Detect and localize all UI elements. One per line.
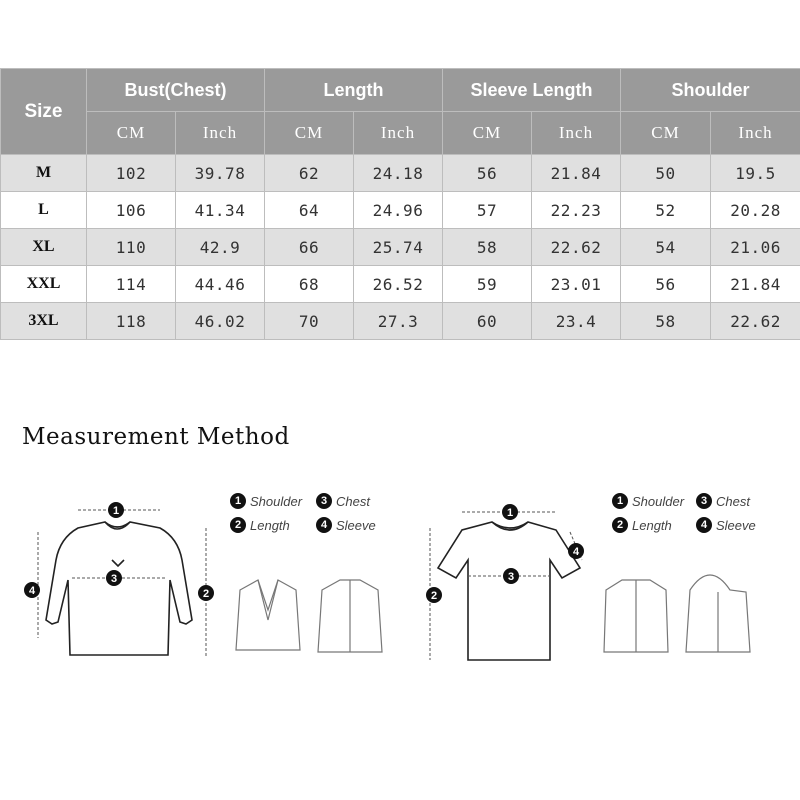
value-cell: 44.46 xyxy=(176,266,265,303)
unit-header: Inch xyxy=(711,112,800,155)
table-row xyxy=(1,155,800,192)
value-cell: 68 xyxy=(265,266,354,303)
size-cell: L xyxy=(1,192,87,229)
unit-header: Inch xyxy=(176,112,265,155)
table-row xyxy=(1,303,800,340)
measurement-method-title: Measurement Method xyxy=(22,424,290,450)
value-cell: 50 xyxy=(621,155,711,192)
value-cell: 21.84 xyxy=(532,155,621,192)
blazer-icon xyxy=(236,580,300,650)
value-cell: 106 xyxy=(87,192,176,229)
value-cell: 20.28 xyxy=(711,192,800,229)
value-cell: 21.06 xyxy=(711,229,800,266)
value-cell: 62 xyxy=(265,155,354,192)
marker-1: 1 xyxy=(112,505,120,517)
size-cell: XL xyxy=(1,229,87,266)
measure-lines xyxy=(38,510,206,658)
table-row xyxy=(1,266,800,303)
value-cell: 22.62 xyxy=(711,303,800,340)
marker-badges xyxy=(426,504,584,603)
marker-2: 2 xyxy=(202,588,210,600)
marker-3: 3 xyxy=(110,573,118,585)
value-cell: 64 xyxy=(265,192,354,229)
unit-header: CM xyxy=(443,112,532,155)
size-cell: 3XL xyxy=(1,303,87,340)
value-cell: 39.78 xyxy=(176,155,265,192)
value-cell: 27.3 xyxy=(354,303,443,340)
value-cell: 102 xyxy=(87,155,176,192)
legend-right: 1 Shoulder 3 Chest 2 Length 4 Sleeve xyxy=(612,493,782,538)
length-header: Length xyxy=(265,69,443,112)
value-cell: 24.96 xyxy=(354,192,443,229)
marker-1: 1 xyxy=(506,507,514,519)
value-cell: 23.01 xyxy=(532,266,621,303)
marker-2: 2 xyxy=(430,590,438,602)
shoulder-header: Shoulder xyxy=(621,69,800,112)
marker-4: 4 xyxy=(28,585,36,597)
value-cell: 70 xyxy=(265,303,354,340)
value-cell: 56 xyxy=(621,266,711,303)
tshirt-icon xyxy=(438,522,580,660)
unit-header: CM xyxy=(265,112,354,155)
value-cell: 25.74 xyxy=(354,229,443,266)
value-cell: 42.9 xyxy=(176,229,265,266)
sweatshirt-icon xyxy=(46,522,192,655)
size-header: Size xyxy=(1,69,87,155)
unit-header: Inch xyxy=(354,112,443,155)
value-cell: 56 xyxy=(443,155,532,192)
legend-left: 1 Shoulder 3 Chest 2 Length 4 Sleeve xyxy=(230,493,400,538)
size-cell: M xyxy=(1,155,87,192)
marker-3: 3 xyxy=(507,571,515,583)
value-cell: 60 xyxy=(443,303,532,340)
value-cell: 57 xyxy=(443,192,532,229)
shirt-icon xyxy=(604,580,668,652)
table-row xyxy=(1,229,800,266)
value-cell: 52 xyxy=(621,192,711,229)
value-cell: 66 xyxy=(265,229,354,266)
value-cell: 59 xyxy=(443,266,532,303)
value-cell: 22.23 xyxy=(532,192,621,229)
value-cell: 58 xyxy=(443,229,532,266)
table-row xyxy=(1,192,800,229)
unit-header: Inch xyxy=(532,112,621,155)
size-cell: XXL xyxy=(1,266,87,303)
value-cell: 24.18 xyxy=(354,155,443,192)
value-cell: 46.02 xyxy=(176,303,265,340)
value-cell: 19.5 xyxy=(711,155,800,192)
value-cell: 114 xyxy=(87,266,176,303)
unit-header: CM xyxy=(621,112,711,155)
value-cell: 23.4 xyxy=(532,303,621,340)
value-cell: 118 xyxy=(87,303,176,340)
bust-chest-header: Bust(Chest) xyxy=(87,69,265,112)
size-chart-table xyxy=(0,68,800,340)
unit-header: CM xyxy=(87,112,176,155)
value-cell: 54 xyxy=(621,229,711,266)
hoodie-icon xyxy=(686,575,750,652)
value-cell: 41.34 xyxy=(176,192,265,229)
value-cell: 21.84 xyxy=(711,266,800,303)
sleeve-length-header: Sleeve Length xyxy=(443,69,621,112)
marker-4: 4 xyxy=(572,546,580,558)
value-cell: 26.52 xyxy=(354,266,443,303)
value-cell: 58 xyxy=(621,303,711,340)
jacket-icon xyxy=(318,580,382,652)
value-cell: 22.62 xyxy=(532,229,621,266)
value-cell: 110 xyxy=(87,229,176,266)
